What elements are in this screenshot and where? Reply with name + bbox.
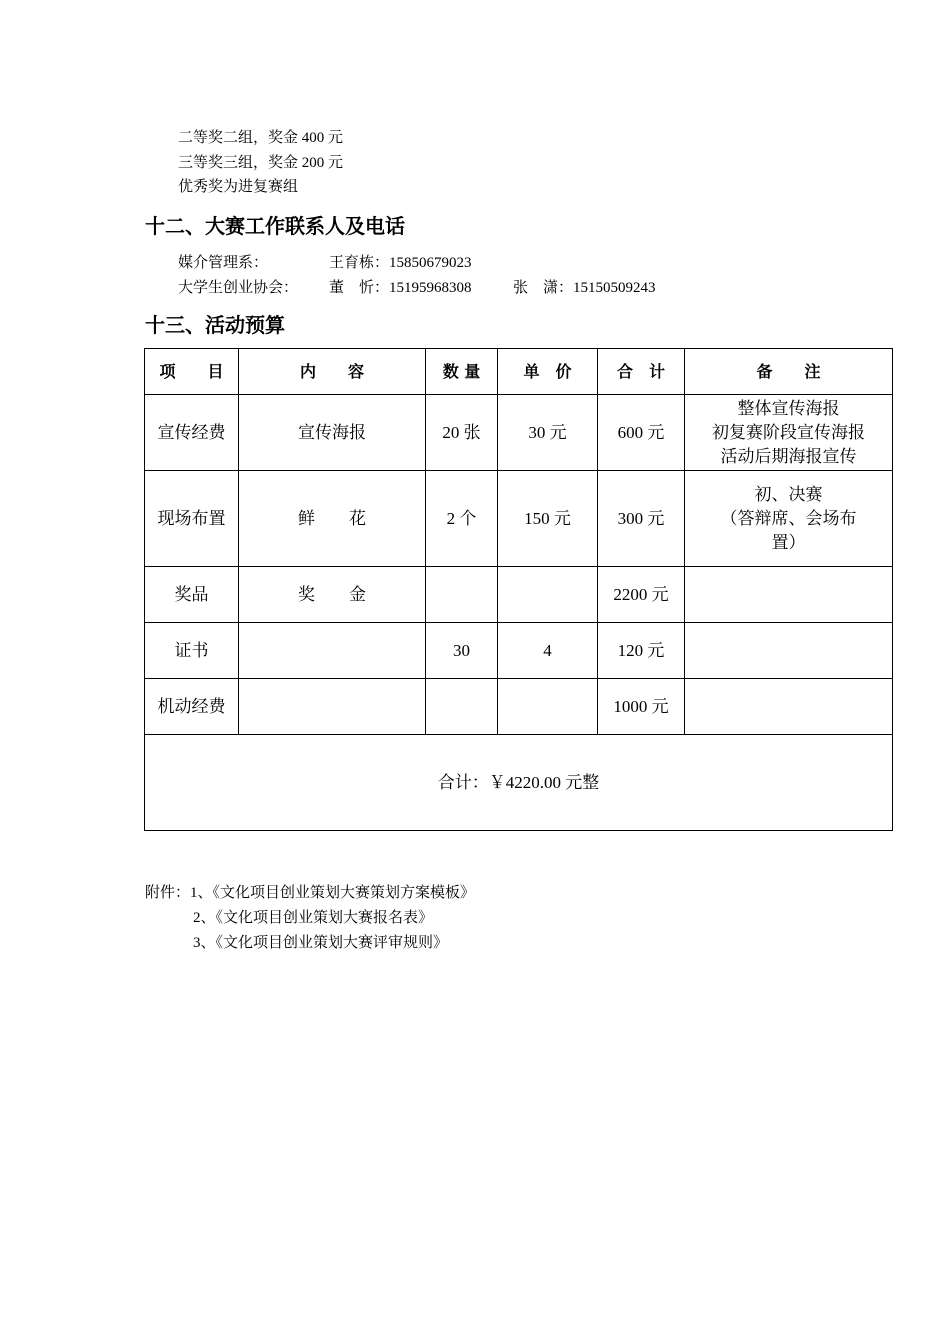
attachment-line: 附件：1、《文化项目创业策划大赛策划方案模板》 — [145, 885, 476, 901]
cell-item: 现场布置 — [145, 471, 239, 567]
contact-org: 大学生创业协会： — [178, 280, 299, 296]
remark-line: 活动后期海报宣传 — [720, 446, 857, 466]
cell-remarks — [685, 623, 893, 679]
section-13-heading: 十三、活动预算 — [145, 313, 285, 337]
header-price: 单 价 — [498, 349, 598, 395]
cell-qty: 2 个 — [426, 471, 498, 567]
cell-item: 证书 — [145, 623, 239, 679]
cell-content: 鲜 花 — [239, 471, 426, 567]
section-12-heading: 十二、大赛工作联系人及电话 — [145, 214, 405, 238]
table-row — [145, 679, 893, 735]
cell-content: 奖 金 — [239, 567, 426, 623]
cell-price: 30 元 — [498, 395, 598, 471]
header-content: 内 容 — [239, 349, 426, 395]
cell-content — [239, 623, 426, 679]
header-remarks: 备 注 — [685, 349, 893, 395]
contact-person: 王育栋：15850679023 — [329, 255, 472, 271]
budget-table — [144, 348, 893, 831]
table-row — [145, 623, 893, 679]
cell-total: 600 元 — [598, 395, 685, 471]
cell-qty: 30 — [426, 623, 498, 679]
cell-qty — [426, 567, 498, 623]
header-item: 项 目 — [145, 349, 239, 395]
cell-remarks — [685, 679, 893, 735]
attachment-line: 2、《文化项目创业策划大赛报名表》 — [193, 910, 434, 926]
contact-person: 董 忻：15195968308 — [329, 280, 472, 296]
prize-line-3rd: 三等奖三组，奖金 200 元 — [178, 155, 344, 171]
cell-price: 4 — [498, 623, 598, 679]
cell-price — [498, 679, 598, 735]
cell-remarks — [685, 471, 893, 567]
cell-total: 120 元 — [598, 623, 685, 679]
remark-line: 初复赛阶段宣传海报 — [712, 422, 865, 442]
header-total: 合 计 — [598, 349, 685, 395]
table-total-row — [145, 735, 893, 831]
attachment-line: 3、《文化项目创业策划大赛评审规则》 — [193, 935, 449, 951]
remark-line: 初、决赛 — [754, 484, 823, 504]
contact-person: 张 潇：15150509243 — [513, 280, 656, 296]
contact-org: 媒介管理系： — [178, 255, 269, 271]
cell-price — [498, 567, 598, 623]
cell-total: 1000 元 — [598, 679, 685, 735]
cell-price: 150 元 — [498, 471, 598, 567]
header-qty: 数 量 — [426, 349, 498, 395]
cell-item: 宣传经费 — [145, 395, 239, 471]
cell-total: 2200 元 — [598, 567, 685, 623]
cell-content — [239, 679, 426, 735]
remark-line: 置） — [771, 532, 806, 552]
table-row — [145, 471, 893, 567]
remark-line: 整体宣传海报 — [737, 398, 840, 418]
prize-line-excellence: 优秀奖为进复赛组 — [178, 179, 299, 195]
cell-total: 300 元 — [598, 471, 685, 567]
cell-remarks — [685, 567, 893, 623]
table-row — [145, 567, 893, 623]
contact-row-media — [178, 253, 878, 273]
grand-total: 合计：￥4220.00 元整 — [145, 735, 893, 831]
table-row — [145, 395, 893, 471]
cell-remarks — [685, 395, 893, 471]
table-header-row — [145, 349, 893, 395]
cell-qty: 20 张 — [426, 395, 498, 471]
contact-row-association — [178, 278, 878, 298]
prize-line-2nd: 二等奖二组，奖金 400 元 — [178, 130, 344, 146]
cell-qty — [426, 679, 498, 735]
cell-item: 奖品 — [145, 567, 239, 623]
cell-content: 宣传海报 — [239, 395, 426, 471]
cell-item: 机动经费 — [145, 679, 239, 735]
remark-line: （答辩席、会场布 — [720, 508, 857, 528]
